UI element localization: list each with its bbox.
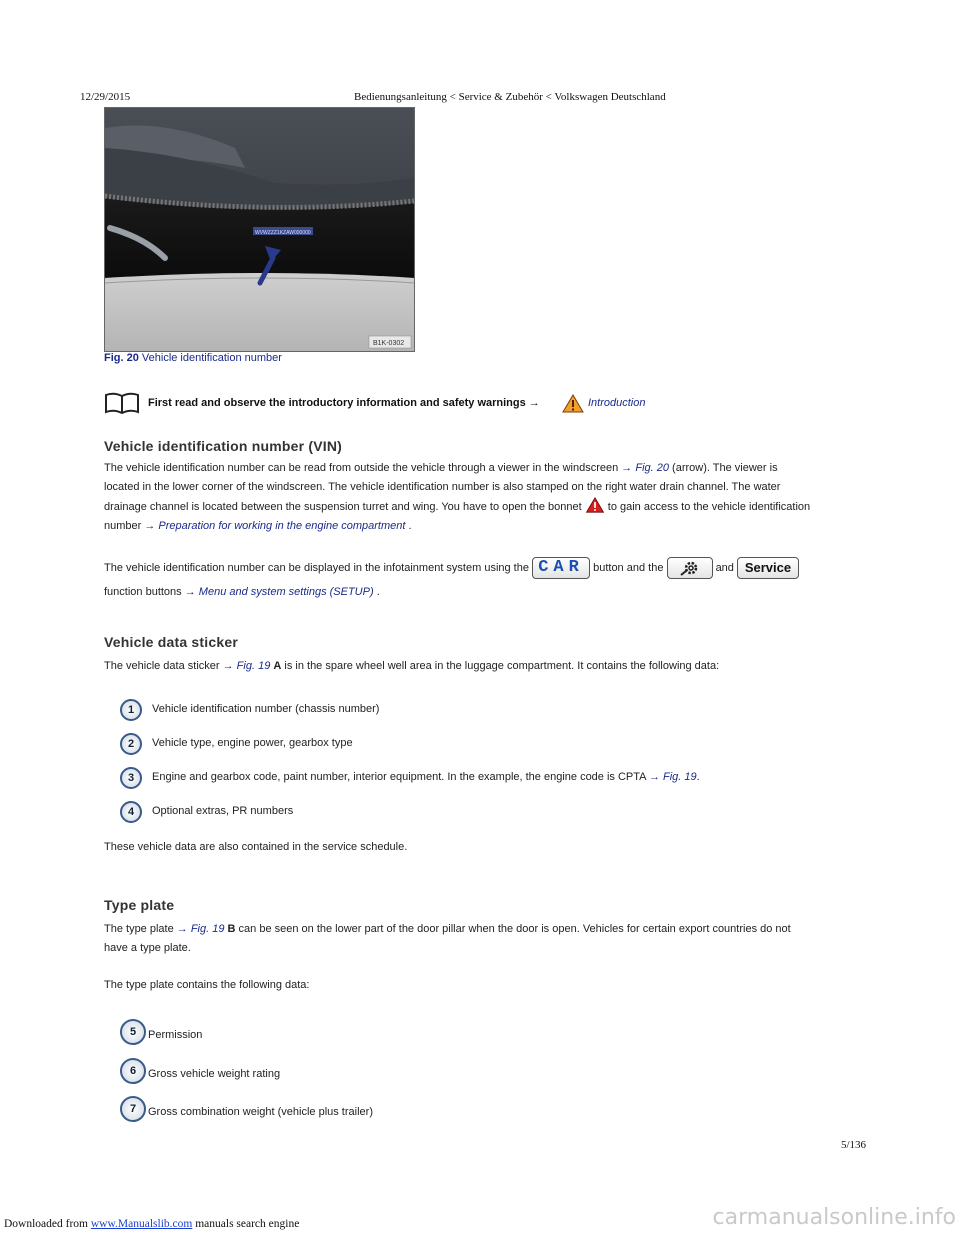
- figure-caption-text: Vehicle identification number: [141, 352, 282, 364]
- vin-paragraph-2: The vehicle identification number can be displayed in the infotainment system using the CAR button and the and Service function buttons → Menu and system settings (SETUP) .: [104, 556, 864, 604]
- number-badge: 2: [120, 733, 142, 755]
- type-plate-paragraph: The type plate → Fig. 19 B can be seen on the lower part of the door pillar when the door is open. Vehicles for certain export countries do not have a type plate.: [104, 923, 791, 954]
- print-title: Bedienungsanleitung < Service & Zubehör < Volkswagen Deutschland: [354, 91, 666, 103]
- number-badge: 5: [120, 1019, 146, 1045]
- vin-heading: Vehicle identification number (VIN): [104, 438, 343, 454]
- windscreen-illustration: [105, 108, 414, 351]
- book-icon: [104, 392, 140, 414]
- sticker-intro: The vehicle data sticker → Fig. 19 A is in the spare wheel well area in the luggage compartment. It contains the following data:: [104, 660, 720, 672]
- number-badge: 1: [120, 699, 142, 721]
- settings-button[interactable]: [667, 557, 713, 579]
- vin-paragraph-1: The vehicle identification number can be read from outside the vehicle through a viewer in the windscreen → Fig. 20 (arrow). The viewer is located in the lower corner of the windscreen. The vehicle identification number is also stamped on the right water drain channel. The water drainage channel is located between the suspension turret and wing. You have to open the bonnet to gain access to the vehicle identification number → Preparation for working in the engine compartment .: [104, 462, 811, 532]
- fig20-link[interactable]: → Fig. 20: [621, 462, 669, 474]
- warning-icon: [562, 394, 584, 413]
- figure-caption: [104, 352, 282, 364]
- number-badge: 6: [120, 1058, 146, 1084]
- number-badge: 4: [120, 801, 142, 823]
- fig19-link[interactable]: → Fig. 19: [648, 771, 697, 783]
- setup-menu-link[interactable]: → Menu and system settings (SETUP): [184, 586, 374, 598]
- manualslib-link[interactable]: www.Manualslib.com: [90, 1218, 193, 1230]
- car-button[interactable]: CAR: [532, 557, 590, 579]
- sticker-footer-text: These vehicle data are also contained in the service schedule.: [104, 841, 408, 853]
- figure-stamp: B1K-0302: [373, 340, 405, 347]
- intro-text: First read and observe the introductory information and safety warnings →: [148, 397, 540, 409]
- service-button[interactable]: Service: [737, 557, 799, 579]
- type-plate-intro: The type plate contains the following data:: [104, 979, 310, 991]
- number-badge: 3: [120, 767, 142, 789]
- download-footer: Downloaded from www.Manualslib.com manuals search engine: [4, 1218, 300, 1230]
- watermark-text: carmanualsonline.info: [712, 1205, 956, 1230]
- figure-vin-photo: [104, 107, 415, 352]
- fig19-link[interactable]: → Fig. 19: [176, 923, 225, 935]
- gear-icon: [679, 559, 701, 577]
- number-badge: 7: [120, 1096, 146, 1122]
- type-plate-heading: Type plate: [104, 897, 175, 913]
- intro-notice: [104, 392, 704, 416]
- print-date: 12/29/2015: [80, 91, 131, 103]
- page-number: 5/136: [841, 1139, 867, 1151]
- warning-icon: [585, 497, 605, 513]
- fig19-link[interactable]: → Fig. 19: [222, 660, 271, 672]
- vin-label-in-photo: WVWZZZ1KZAW000000: [255, 230, 311, 236]
- sticker-heading: Vehicle data sticker: [104, 634, 238, 650]
- engine-compartment-link[interactable]: → Preparation for working in the engine compartment: [144, 520, 406, 532]
- introduction-link[interactable]: Introduction: [588, 397, 646, 409]
- figure-caption-number: Fig. 20: [104, 352, 139, 364]
